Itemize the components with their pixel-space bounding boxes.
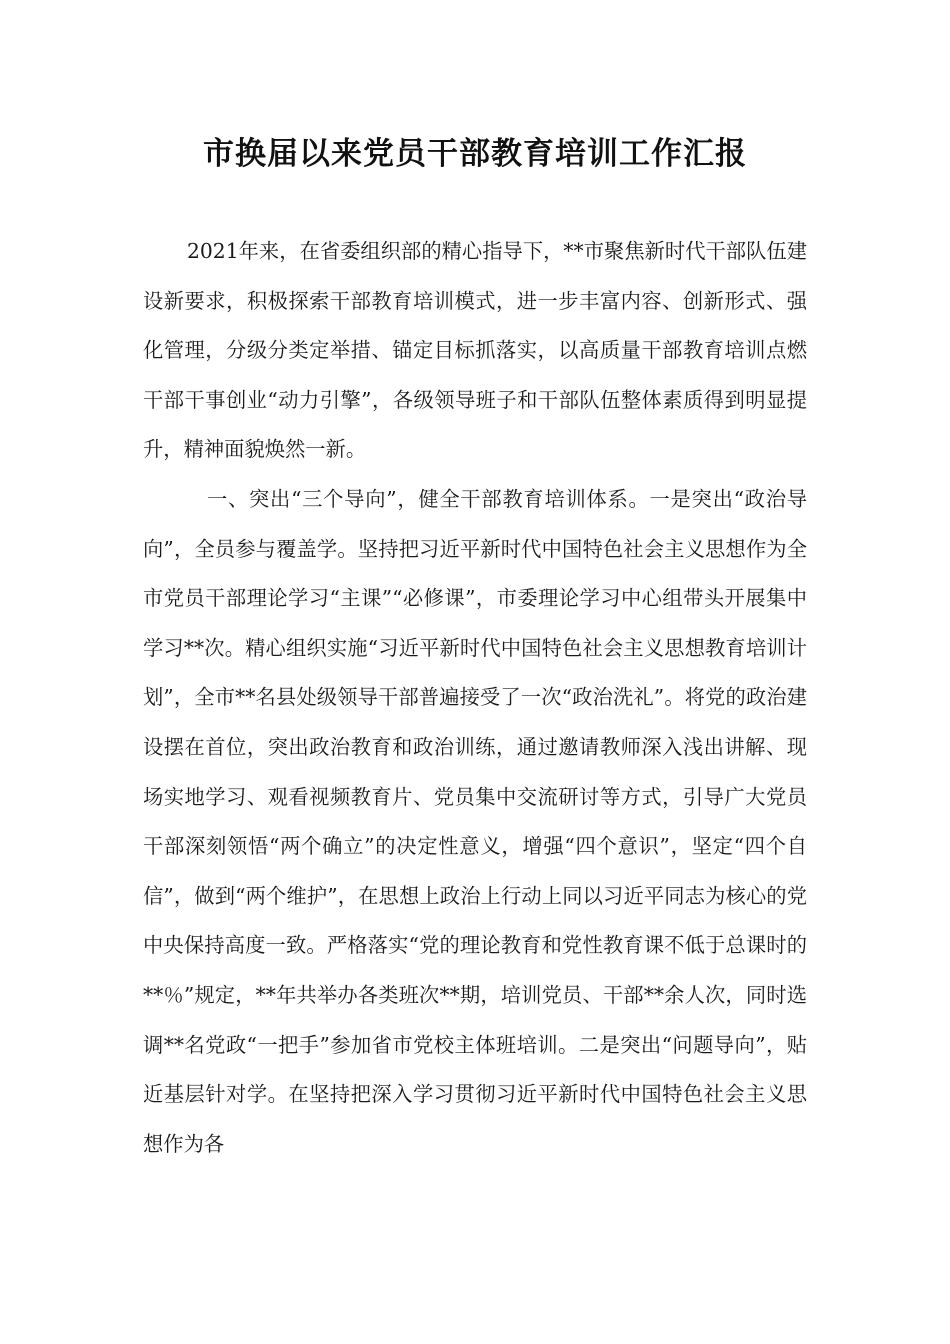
paragraph-section-one: 一、突出“三个导向”，健全干部教育培训体系。一是突出“政治导向”，全员参与覆盖学。坚持把习近平新时代中国特色社会主义思想作为全市党员干部理论学习“主课”“必修课”，市委理论学习中心组带头开展集中学习**次。精心组织实施“习近平新时代中国特色社会主义思想教育培训计划”，全市**名县处级领导干部普遍接受了一次“政治洗礼”。将党的政治建设摆在首位，突出政治教育和政治训练，通过邀请教师深入浅出讲解、现场实地学习、观看视频教育片、党员集中交流研讨等方式，引导广大党员干部深刻领悟“两个确立”的决定性意义，增强“四个意识”，坚定“四个自信”，做到“两个维护”，在思想上政治上行动上同以习近平同志为核心的党中央保持高度一致。严格落实“党的理论教育和党性教育课不低于总课时的**％”规定，**年共举办各类班次**期，培训党员、干部**余人次，同时选调**名党政“一把手”参加省市党校主体班培训。二是突出“问题导向”，贴近基层针对学。在坚持把深入学习贯彻习近平新时代中国特色社会主义思想作为各 xyxy=(143,486,808,1156)
paragraph-intro: 2021年来，在省委组织部的精心指导下，**市聚焦新时代干部队伍建设新要求，积极探索干部教育培训模式，进一步丰富内容、创新形式、强化管理，分级分类定举措、锚定目标抓落实，以高质量干部教育培训点燃干部干事创业“动力引擎”，各级领导班子和干部队伍整体素质得到明显提升，精神面貌焕然一新。 xyxy=(143,239,807,462)
document-title: 市换届以来党员干部教育培训工作汇报 xyxy=(203,136,747,172)
document-body xyxy=(143,227,807,1169)
